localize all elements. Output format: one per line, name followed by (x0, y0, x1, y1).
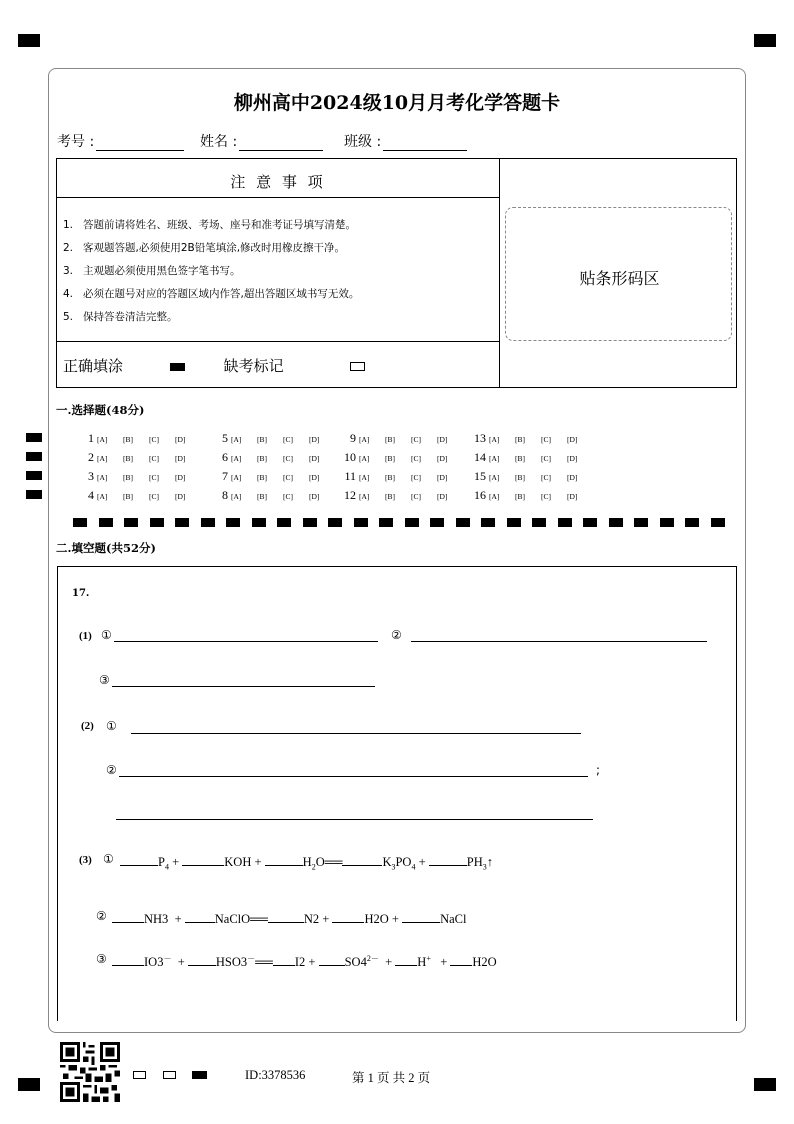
option-bubble[interactable]: [D] (309, 454, 320, 463)
choice-question (82, 450, 201, 465)
part2-circle1: ① (106, 719, 117, 733)
option-bubble[interactable]: [A] (359, 473, 370, 482)
choice-question (474, 488, 593, 503)
answer-blank-1-1[interactable] (114, 641, 378, 642)
coef-blank[interactable] (319, 952, 345, 966)
choice-question (216, 450, 335, 465)
separator-dash (660, 518, 674, 527)
option-bubble[interactable]: [A] (489, 454, 500, 463)
option-bubble[interactable]: [D] (309, 435, 320, 444)
separator-dash (583, 518, 597, 527)
option-bubble[interactable]: [B] (515, 492, 525, 501)
corner-mark-top-left (18, 34, 40, 47)
notice-box (56, 158, 737, 388)
choice-question (474, 450, 593, 465)
option-bubble[interactable]: [D] (567, 492, 578, 501)
option-bubble[interactable]: [B] (257, 492, 267, 501)
exam-no-field[interactable] (57, 131, 184, 151)
choice-question (82, 488, 201, 503)
part1-circle1: ① (101, 628, 112, 642)
question-number: 4 (88, 488, 94, 502)
separator-dash (328, 518, 342, 527)
option-bubble[interactable]: [A] (489, 492, 500, 501)
option-bubble[interactable]: [A] (97, 454, 108, 463)
coef-blank[interactable] (332, 909, 364, 923)
option-bubble[interactable]: [B] (385, 435, 395, 444)
coef-blank[interactable] (268, 909, 304, 923)
question-number: 14 (474, 450, 486, 464)
list-item: 3. 主观题必须使用黑色签字笔书写。 (63, 265, 241, 277)
separator-dash (226, 518, 240, 527)
option-bubble[interactable]: [A] (231, 435, 242, 444)
choice-question (82, 431, 201, 446)
equation-2: NH3 + NaClO══ N2 + H2O + NaCl (112, 909, 466, 927)
option-bubble[interactable]: [B] (385, 473, 395, 482)
list-item: 2. 客观题答题,必须使用2B铅笔填涂,修改时用橡皮擦干净。 (63, 242, 346, 254)
option-bubble[interactable]: [D] (437, 435, 448, 444)
separator-dash (507, 518, 521, 527)
filled-box-icon (170, 363, 185, 371)
option-bubble[interactable]: [A] (231, 473, 242, 482)
option-bubble[interactable]: [D] (175, 473, 186, 482)
option-bubble[interactable]: [B] (123, 473, 133, 482)
option-bubble[interactable]: [B] (123, 454, 133, 463)
question-number: 13 (474, 431, 486, 445)
choice-question (344, 469, 463, 484)
option-bubble[interactable]: [C] (283, 454, 293, 463)
separator-dash (558, 518, 572, 527)
option-bubble[interactable]: [D] (567, 473, 578, 482)
answer-blank-2-2[interactable] (119, 776, 588, 777)
option-bubble[interactable]: [D] (567, 454, 578, 463)
question-number: 3 (88, 469, 94, 483)
question-number: 12 (344, 488, 356, 502)
notice-list (63, 214, 359, 329)
option-bubble[interactable]: [B] (515, 435, 525, 444)
option-bubble[interactable]: [A] (489, 435, 500, 444)
coef-blank[interactable] (185, 909, 215, 923)
option-bubble[interactable]: [B] (257, 435, 267, 444)
qr-code-icon (60, 1042, 120, 1102)
section2-title: 二.填空题(共52分) (56, 541, 156, 555)
option-bubble[interactable]: [D] (175, 435, 186, 444)
question-number: 16 (474, 488, 486, 502)
option-bubble[interactable]: [C] (149, 435, 159, 444)
option-bubble[interactable]: [C] (149, 454, 159, 463)
separator-dash (303, 518, 317, 527)
separator-dash (175, 518, 189, 527)
class-field[interactable] (344, 131, 467, 151)
answer-blank-2-1[interactable] (131, 733, 581, 734)
list-item: 4. 必须在题号对应的答题区域内作答,超出答题区域书写无效。 (63, 288, 360, 300)
choice-question (344, 431, 463, 446)
separator-dash (609, 518, 623, 527)
name-field[interactable] (200, 131, 323, 151)
coef-blank[interactable] (402, 909, 440, 923)
page-title: 柳州高中2024级10月月考化学答题卡 (233, 92, 561, 114)
section1-title: 一.选择题(48分) (56, 403, 145, 417)
option-bubble[interactable]: [D] (175, 492, 186, 501)
option-bubble[interactable]: [A] (231, 454, 242, 463)
coef-blank[interactable] (450, 952, 472, 966)
exam-no-label: 考号 : (57, 134, 95, 150)
separator-dash (711, 518, 725, 527)
option-bubble[interactable]: [A] (97, 492, 108, 501)
separator-dash (481, 518, 495, 527)
corner-mark-bottom-left (18, 1078, 40, 1091)
question-number: 8 (222, 488, 228, 502)
footer-box-empty (163, 1071, 176, 1079)
separator-dash (379, 518, 393, 527)
list-item: 1. 答题前请将姓名、班级、考场、座号和准考证号填写清楚。 (63, 219, 356, 231)
coef-blank[interactable] (112, 952, 144, 966)
option-bubble[interactable]: [C] (541, 454, 551, 463)
separator-dash (532, 518, 546, 527)
option-bubble[interactable]: [C] (283, 492, 293, 501)
list-item: 5. 保持答卷清洁完整。 (63, 311, 178, 323)
footer-box-filled (192, 1071, 207, 1079)
question-number: 7 (222, 469, 228, 483)
choice-question (474, 431, 593, 446)
option-bubble[interactable]: [D] (175, 454, 186, 463)
option-bubble[interactable]: [C] (541, 492, 551, 501)
option-bubble[interactable]: [D] (437, 492, 448, 501)
part2-label: (2) (81, 720, 94, 732)
row-mark (26, 471, 42, 480)
equation-3: IO3－ + HSO3－══ $I2 + SO4^{2-} + H^+$ + H2O (112, 952, 497, 970)
absent-checkbox[interactable] (350, 362, 365, 371)
question-number: 5 (222, 431, 228, 445)
option-bubble[interactable]: [C] (411, 492, 421, 501)
option-bubble[interactable]: [A] (97, 473, 108, 482)
separator-dash (150, 518, 164, 527)
option-bubble[interactable]: [C] (283, 473, 293, 482)
option-bubble[interactable]: [B] (257, 454, 267, 463)
separator-dash (99, 518, 113, 527)
coef-blank[interactable] (120, 852, 158, 866)
option-bubble[interactable]: [A] (97, 435, 108, 444)
option-bubble[interactable]: [D] (567, 435, 578, 444)
coef-blank[interactable] (342, 852, 382, 866)
part1-label: (1) (79, 630, 92, 642)
option-bubble[interactable]: [C] (149, 473, 159, 482)
part2-circle2: ② (106, 763, 117, 777)
choice-question (216, 488, 335, 503)
coef-blank[interactable] (429, 852, 467, 866)
part3-circle3: ③ (96, 952, 107, 966)
semicolon: ; (596, 763, 601, 777)
name-label: 姓名 : (200, 134, 238, 150)
option-bubble[interactable]: [D] (437, 473, 448, 482)
answer-blank-1-2[interactable] (411, 641, 707, 642)
choice-question (344, 450, 463, 465)
question-number: 15 (474, 469, 486, 483)
option-bubble[interactable]: [C] (149, 492, 159, 501)
coef-blank[interactable] (395, 952, 417, 966)
barcode-label: 贴条形码区 (579, 269, 660, 288)
coef-blank[interactable] (188, 952, 216, 966)
option-bubble[interactable]: [A] (359, 435, 370, 444)
option-bubble[interactable]: [A] (359, 454, 370, 463)
coef-blank[interactable] (265, 852, 303, 866)
choice-question (216, 469, 335, 484)
class-label: 班级 : (344, 134, 382, 150)
option-bubble[interactable]: [A] (231, 492, 242, 501)
separator-dash (277, 518, 291, 527)
separator-dash (430, 518, 444, 527)
option-bubble[interactable]: [B] (257, 473, 267, 482)
part3-circle2: ② (96, 909, 107, 923)
option-bubble[interactable]: [B] (385, 454, 395, 463)
option-bubble[interactable]: [B] (123, 492, 133, 501)
question-number: 11 (344, 469, 356, 483)
answer-blank-2-3[interactable] (116, 819, 593, 820)
footer-box-empty (133, 1071, 146, 1079)
question-number: 6 (222, 450, 228, 464)
choice-question (216, 431, 335, 446)
separator-dash (456, 518, 470, 527)
option-bubble[interactable]: [D] (437, 454, 448, 463)
fill-example-row (63, 355, 365, 376)
option-bubble[interactable]: [A] (489, 473, 500, 482)
part3-label: (3) (79, 854, 92, 866)
coef-blank[interactable] (182, 852, 224, 866)
choice-question (474, 469, 593, 484)
part1-circle3: ③ (99, 673, 110, 687)
option-bubble[interactable]: [B] (385, 492, 395, 501)
part3-circle1: ① (103, 852, 114, 866)
barcode-area (505, 207, 732, 341)
option-bubble[interactable]: [C] (541, 473, 551, 482)
coef-blank[interactable] (112, 909, 144, 923)
option-bubble[interactable]: [D] (309, 473, 320, 482)
question-number: 10 (344, 450, 356, 464)
separator-dash (685, 518, 699, 527)
equation-1: $P_4$ + KOH + $H_2O══$ $K_3PO_4$ + $PH_3↑$ (120, 852, 493, 872)
correct-fill-label: 正确填涂 (63, 357, 124, 375)
choice-question (82, 469, 201, 484)
corner-mark-bottom-right (754, 1078, 776, 1091)
separator-dash (124, 518, 138, 527)
option-bubble[interactable]: [B] (515, 454, 525, 463)
separator-dash (252, 518, 266, 527)
part1-circle2: ② (391, 628, 402, 642)
page-number: 第 1 页 共 2 页 (352, 1071, 431, 1085)
absent-mark-label: 缺考标记 (223, 357, 284, 375)
option-bubble[interactable]: [C] (541, 435, 551, 444)
option-bubble[interactable]: [C] (411, 473, 421, 482)
question-number: 9 (350, 431, 356, 445)
coef-blank[interactable] (273, 952, 295, 966)
separator-dash (634, 518, 648, 527)
question-17-label: 17. (72, 588, 90, 599)
row-mark (26, 452, 42, 461)
option-bubble[interactable]: [B] (515, 473, 525, 482)
corner-mark-top-right (754, 34, 776, 47)
row-mark (26, 490, 42, 499)
separator-dash (73, 518, 87, 527)
answer-blank-1-3[interactable] (112, 686, 375, 687)
question-number: 2 (88, 450, 94, 464)
option-bubble[interactable]: [C] (411, 454, 421, 463)
option-bubble[interactable]: [A] (359, 492, 370, 501)
option-bubble[interactable]: [B] (123, 435, 133, 444)
option-bubble[interactable]: [D] (309, 492, 320, 501)
notice-title: 注 意 事 项 (230, 173, 326, 191)
option-bubble[interactable]: [C] (411, 435, 421, 444)
separator-dash (405, 518, 419, 527)
sheet-id: ID:3378536 (245, 1068, 306, 1082)
question-number: 1 (88, 431, 94, 445)
separator-dash (354, 518, 368, 527)
choice-question (344, 488, 463, 503)
separator-dash (201, 518, 215, 527)
option-bubble[interactable]: [C] (283, 435, 293, 444)
row-mark (26, 433, 42, 442)
